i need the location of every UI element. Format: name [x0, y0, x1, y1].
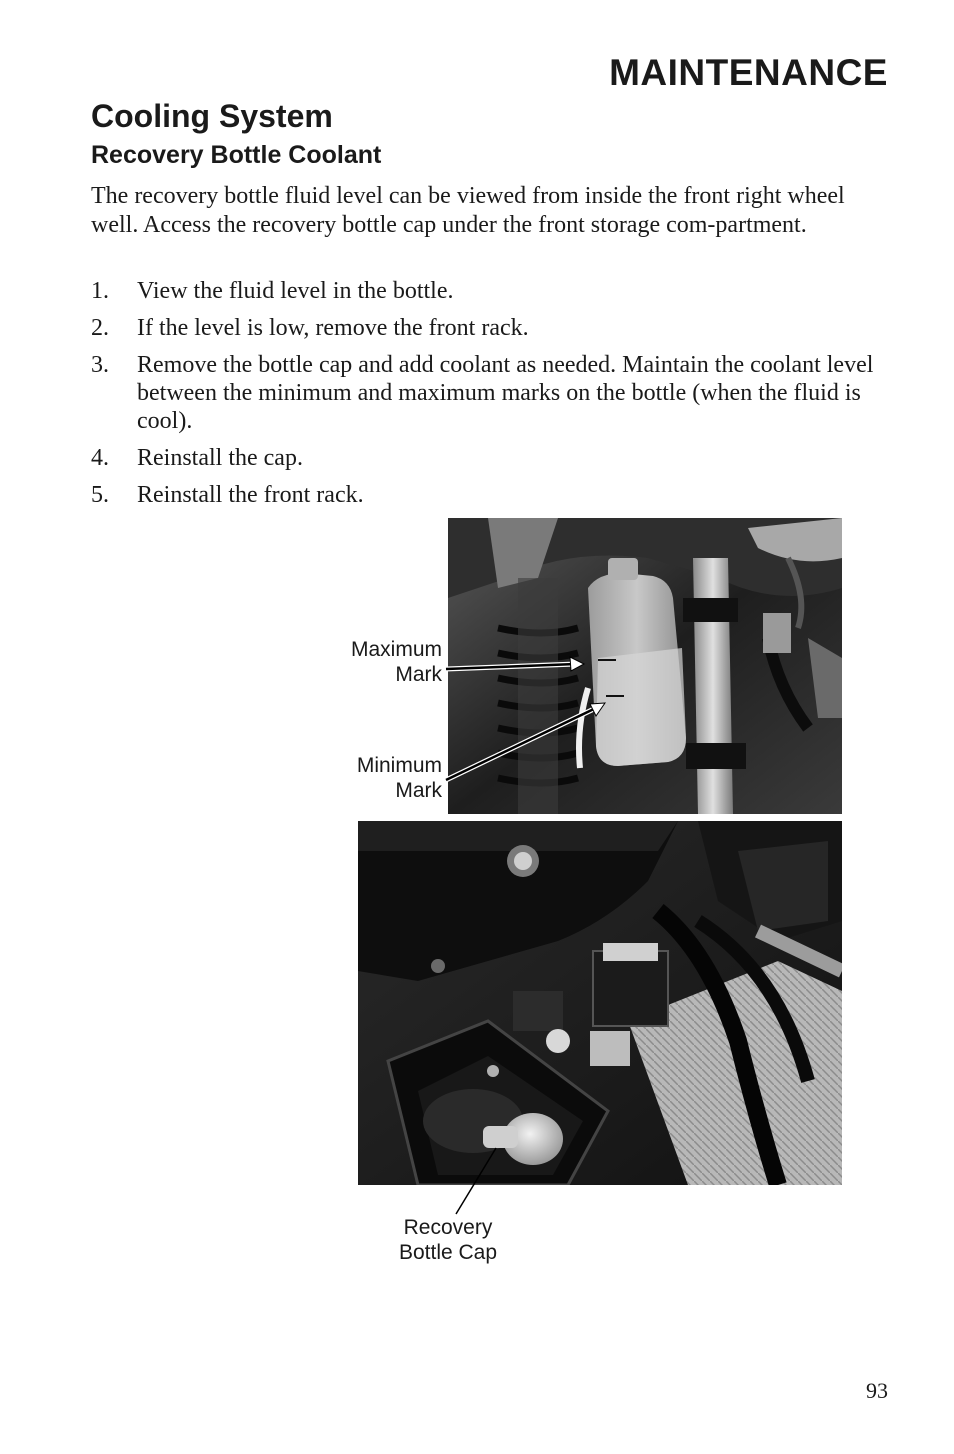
step-number: 3. — [91, 352, 109, 378]
step-number: 2. — [91, 315, 109, 341]
step-text: View the fluid level in the bottle. — [137, 278, 454, 304]
page-title: Cooling System — [91, 98, 333, 134]
section-header: MAINTENANCE — [609, 52, 888, 93]
intro-paragraph: The recovery bottle fluid level can be viewed from inside the front right wheel well. Access the recovery bottle cap under the front storage com-partment. — [91, 183, 845, 238]
label-line: Maximum — [350, 638, 442, 661]
page-number: 93 — [866, 1378, 888, 1403]
label-line: Recovery — [403, 1216, 493, 1239]
label-line: Bottle Cap — [398, 1241, 498, 1264]
step-number: 4. — [91, 445, 109, 471]
step-text: Remove the bottle cap and add coolant as needed. Maintain the coolant level between the minimum and maximum marks on the bottle (when the fluid is cool). — [137, 352, 874, 434]
step-number: 1. — [91, 278, 109, 304]
step-text: Reinstall the cap. — [137, 445, 303, 471]
section-subtitle: Recovery Bottle Coolant — [91, 141, 382, 169]
label-line: Mark — [395, 779, 442, 802]
label-line: Minimum — [356, 754, 442, 777]
step-text: Reinstall the front rack. — [137, 482, 364, 508]
label-line: Mark — [395, 663, 442, 686]
step-number: 5. — [91, 482, 109, 508]
step-text: If the level is low, remove the front rack. — [137, 315, 529, 341]
